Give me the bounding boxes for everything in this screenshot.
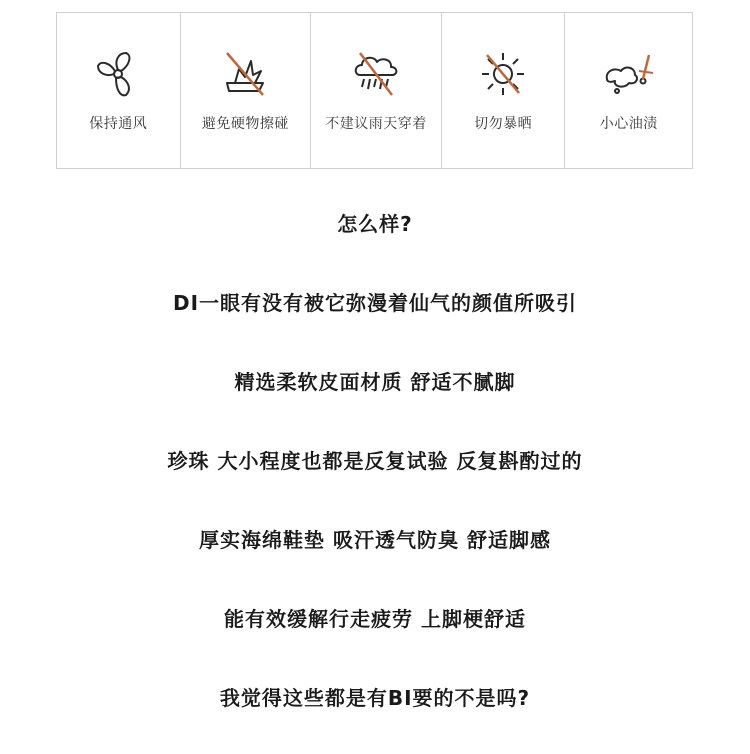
description-line: 精选柔软皮面材质 舒适不腻脚: [234, 370, 516, 394]
care-item-ventilate: [57, 13, 181, 168]
description-line: DI一眼有没有被它弥漫着仙气的颜值所吸引: [172, 291, 578, 315]
question-heading: 怎么样?: [337, 212, 413, 236]
care-item-no-sun: [442, 13, 566, 168]
care-label: 避免硬物擦碰: [201, 116, 289, 132]
care-item-oil-stain: [565, 13, 692, 168]
no-hard-object-icon: [215, 47, 275, 101]
description-line: 能有效缓解行走疲劳 上脚梗舒适: [224, 607, 526, 631]
description-line: 我觉得这些都是有BI要的不是吗?: [219, 686, 531, 710]
care-item-no-rain: [311, 13, 442, 168]
description-line: 厚实海绵鞋垫 吸汗透气防臭 舒适脚感: [199, 528, 551, 552]
care-label: 切勿暴晒: [474, 116, 533, 132]
care-item-avoid-hard-objects: [181, 13, 312, 168]
fan-icon: [88, 47, 148, 101]
care-instructions-strip: [56, 12, 693, 169]
oil-stain-icon: [599, 47, 659, 101]
description-line: 珍珠 大小程度也都是反复试验 反复斟酌过的: [167, 449, 583, 473]
no-sun-icon: [473, 47, 533, 101]
care-label: 小心油渍: [599, 116, 658, 132]
no-rain-icon: [346, 47, 406, 101]
care-label: 不建议雨天穿着: [325, 116, 427, 132]
care-label: 保持通风: [89, 116, 148, 132]
